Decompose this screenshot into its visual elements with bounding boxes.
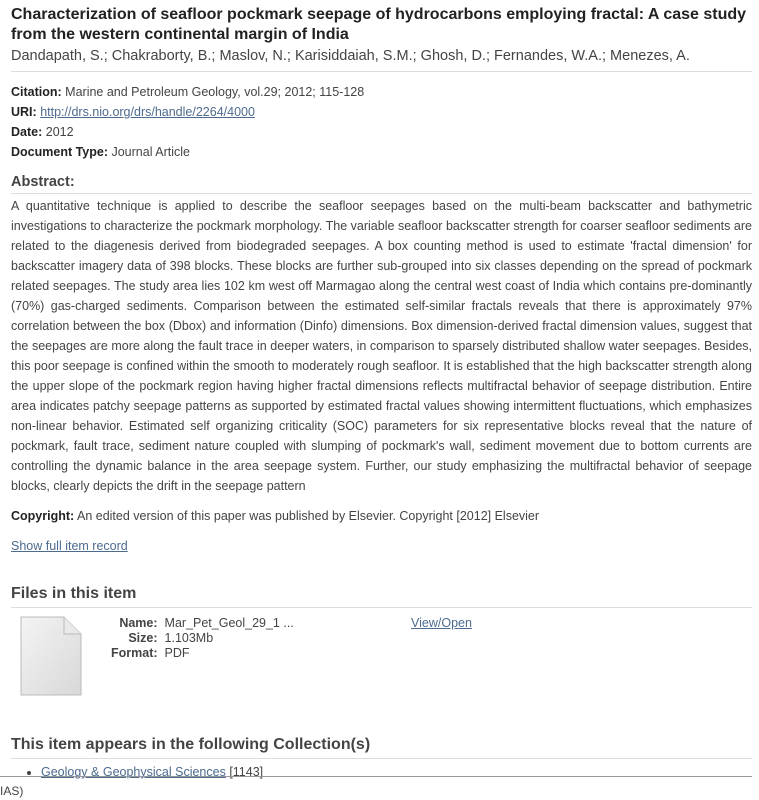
citation-label: Citation: <box>11 85 62 99</box>
footer-divider <box>0 776 752 777</box>
doctype-row <box>11 142 752 162</box>
collection-count: [1143] <box>229 765 264 779</box>
file-metadata <box>111 616 294 661</box>
file-format-value: PDF <box>164 646 190 660</box>
file-size-value: 1.103Mb <box>164 631 214 645</box>
uri-label: URI: <box>11 105 37 119</box>
show-full-record-link[interactable]: Show full item record <box>11 539 128 553</box>
uri-link[interactable]: http://drs.nio.org/drs/handle/2264/4000 <box>40 105 255 119</box>
list-item <box>41 763 752 781</box>
copyright-label: Copyright: <box>11 509 75 523</box>
item-view <box>11 5 752 781</box>
copyright-value: An edited version of this paper was published by Elsevier. Copyright [2012] Elsevier <box>76 509 540 523</box>
abstract-heading: Abstract: <box>11 172 752 194</box>
abstract-text: A quantitative technique is applied to describe the seafloor seepages based on the multi-beam backscatter and bathymetric investigations to characterize the pockmark morphology. The variable seafloor backscatter strength for coarser seafloor sediments are related to the diagenesis derived from biodegraded seepages. A box counting method is used to estimate 'fractal dimension' for backscatter imagery data of 398 blocks. These blocks are further sub-grouped into six classes depending on the spread of pockmark related seepages. The study area lies 102 km west off Marmagao along the central west coast of India which contains pre-dominantly (70%) gas-charged sediments. Comparison between the estimated self-similar fractals reveals that there is approximately 97% correlation between the box (Dbox) and information (Dinfo) dimensions. Box dimension-derived fractal dimension values, suggest that the seepages are more along the fault trace in deeper waters, in comparison to sparsely distributed shallow water seepages. Besides, this poor seepage is confined within the smooth to moderately rough seafloor. It is established that the high backscatter strength along the upper slope of the pockmark region having higher fractal dimensions reflects multifractal behavior of seepage distribution. Entire area indicates patchy seepage patterns as supported by estimated fractal values showing intermittent fluctuations, which emphasizes non-linear behavior. Estimated self organizing criticality (SOC) parameters for six representative blocks reveal that the nature of pockmark, fault trace, sediment nature coupled with slumping of pockmark's wall, sediment movement due to bottom currents are controlling the dynamic balance in the area seepage system. Further, our study emphasizing the multifractal behavior of seepage blocks, clearly depicts the drift in the seepage pattern <box>11 199 752 493</box>
uri-row <box>11 102 752 122</box>
item-authors: Dandapath, S.; Chakraborty, B.; Maslov, N.; Karisiddaiah, S.M.; Ghosh, D.; Fernandes, W.A.; Menezes, A. <box>11 46 752 72</box>
footer-text: IAS) <box>0 784 24 798</box>
file-name-value: Mar_Pet_Geol_29_1 ... <box>164 616 294 630</box>
copyright-row <box>11 506 752 526</box>
files-heading: Files in this item <box>11 583 752 608</box>
date-row <box>11 122 752 142</box>
file-document-icon[interactable] <box>20 616 82 696</box>
collections-heading: This item appears in the following Collection(s) <box>11 734 752 759</box>
file-row <box>11 616 752 712</box>
citation-value: Marine and Petroleum Geology, vol.29; 2012; 115-128 <box>65 85 365 99</box>
citation-row <box>11 82 752 102</box>
files-section <box>11 583 752 712</box>
file-format-label: Format: <box>111 646 158 660</box>
doctype-value: Journal Article <box>111 145 190 159</box>
date-value: 2012 <box>45 125 74 139</box>
date-label: Date: <box>11 125 43 139</box>
collection-link[interactable]: Geology & Geophysical Sciences <box>41 765 226 779</box>
item-metadata <box>11 82 752 162</box>
file-size-label: Size: <box>128 631 158 645</box>
view-open-link[interactable]: View/Open <box>411 616 472 630</box>
item-title: Characterization of seafloor pockmark seepage of hydrocarbons employing fractal: A case study from the western continental margin of India <box>11 6 747 43</box>
collections-list <box>11 763 752 781</box>
file-name-label: Name: <box>119 616 158 630</box>
collections-section <box>11 734 752 781</box>
doctype-label: Document Type: <box>11 145 108 159</box>
